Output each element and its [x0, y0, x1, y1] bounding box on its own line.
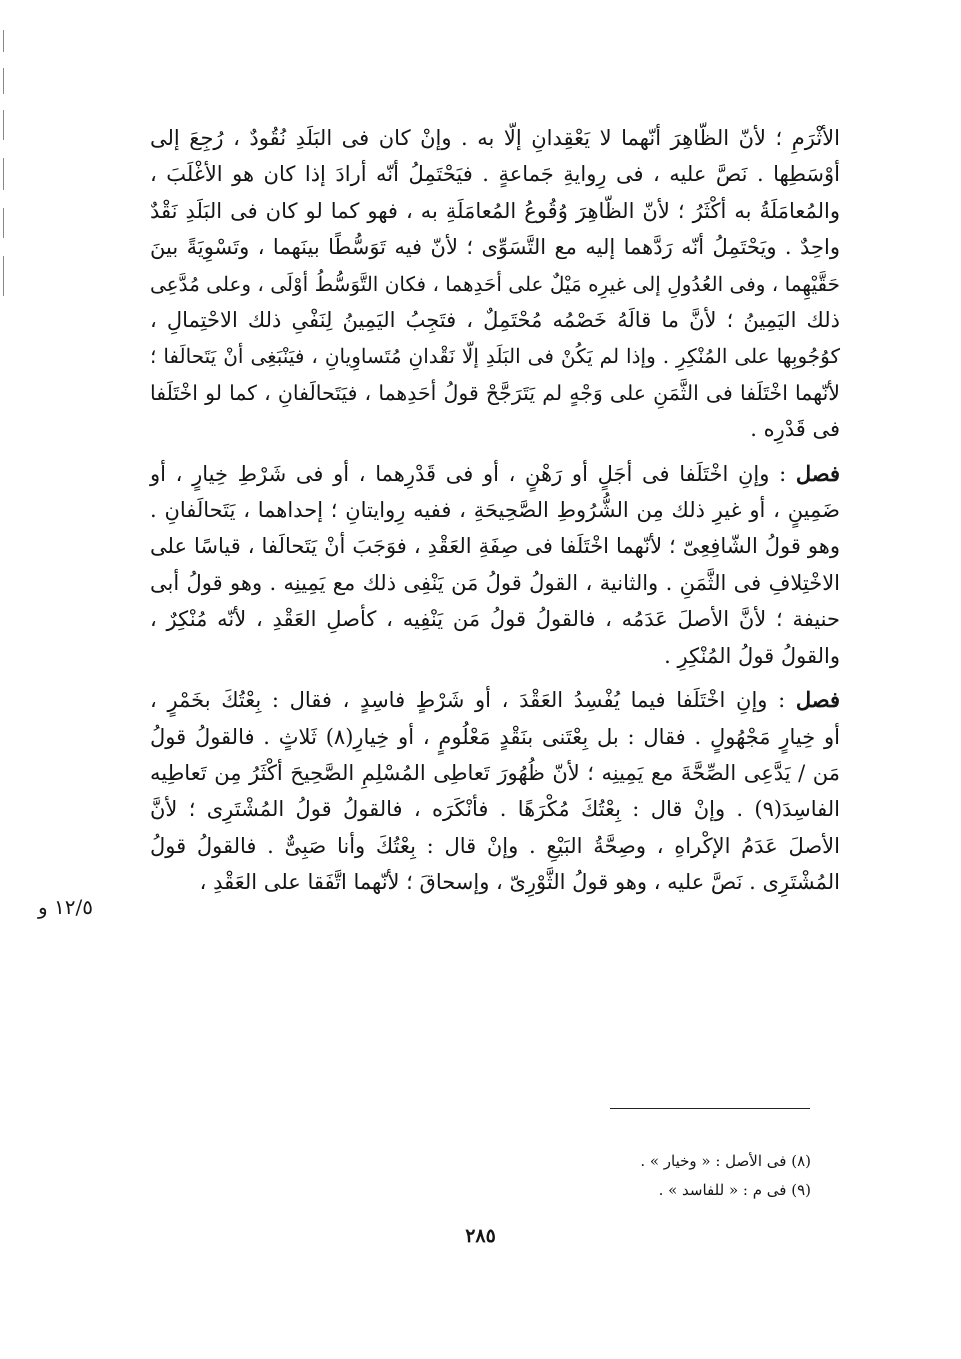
line-text: ضَمِينٍ ، أو غيرِ ذلك مِن الشُّرُوطِ الصَّحِيحَةِ ، ففيه رِوايتانِ ؛ إحداهما ، يَتَحالَفانِ . [150, 498, 840, 523]
line-text: حَقَّيْهِما ، وفى العُدُولِ إلى غيرِه مَيْلٌ على أحَدِهما ، فكان التَّوَسُّطُ أوْلَى ، وعلى مُدَّعِى [150, 271, 840, 296]
line-text: ذلك اليَمِينُ ؛ لأنَّ ما قالَهُ خَصْمُه مُحْتَمِلٌ ، فتَجِبُ اليَمِينُ لِنَفْىِ ذلك الاحْتِمالِ ، [150, 308, 840, 333]
text-line [150, 156, 840, 192]
text-line [150, 193, 840, 229]
line-text: الفاسِدَ(٩) . وإنْ قال : بِعْتُكَ مُكْرَهًا . فأنْكَرَه ، فالقولُ قولُ المُشْتَرِى ؛ لأنَّ [150, 797, 840, 822]
text-line [150, 528, 840, 564]
footnotes [640, 1147, 811, 1205]
text-line [150, 719, 840, 755]
text-line [150, 229, 840, 265]
line-text: المُشْتَرِى . نَصَّ عليه ، وهو قولُ الثَّوْرِىّ ، وإسحاقَ ؛ لأنّهما اتَّفَقا على العَقْدِ ، [199, 870, 840, 895]
line-text: فى قَدْرِه . [750, 417, 840, 442]
line-text: الأثْرَمِ ؛ لأنّ الظّاهِرَ أنّهما لا يَعْقِدانِ إلّا به . وإنْ كان فى البَلَدِ نُقُودٌ ، رُجِعَ إلى [150, 126, 840, 150]
section-heading: فصل [795, 460, 840, 486]
line-text: والمُعامَلَةُ به أكْثَرُ ؛ لأنّ الظّاهِرَ وُقُوعُ المُعامَلَةِ به ، فهو كما لو كان فى البَلَدِ نَقْدٌ [150, 198, 840, 223]
line-text: وهو قولُ الشّافِعِىّ ؛ لأنّهما اخْتَلَفا فى صِفَةِ العَقْدِ ، فوَجَبَ أنْ يَتَحالَفا ، قياسًا على [150, 534, 840, 559]
line-text: : وإنِ اخْتَلَفا فى أجَلٍ أو رَهْنٍ ، أو فى قَدْرِهما ، أو فى شَرْطِ خِيارٍ ، أو [150, 461, 787, 486]
section-heading: فصل [795, 687, 840, 713]
line-text: كوُجُوبِها على المُنْكِرِ . وإذا لم يَكُنْ فى البَلَدِ إلّا نَقْدانِ مُتَساوِيانِ ، فيَنْبَغِى أنْ يَتَحالَفا ؛ [150, 344, 840, 369]
line-text: أوْسَطِها . نَصَّ عليه ، فى رِوايةِ جَماعةٍ . فيَحْتَمِلُ أنّه أرادَ إذا كان هو الأغْلَبَ ، [150, 162, 840, 187]
text-line [150, 266, 840, 302]
text-line [150, 375, 840, 411]
text-line [150, 864, 840, 900]
text-line [150, 828, 840, 864]
footnote-9: (٩) فى م : « للفاسد » . [658, 1181, 811, 1199]
line-text: واحِدٌ . ويَحْتَمِلُ أنّه رَدَّهما إليه مع التَّسَوِّى ؛ لأنّ فيه تَوَسُّطًا بينَهما ، وتَسْوِيَةً بينَ [150, 235, 840, 260]
footnote-rule [610, 1108, 810, 1109]
line-text: : وإنِ اخْتَلَفا فيما يُفْسِدُ العَقْدَ ، أو شَرْطٍ فاسِدٍ ، فقال : بِعْتُكَ بخَمْرٍ ، [150, 688, 786, 713]
text-line [150, 302, 840, 338]
text-line [150, 338, 840, 374]
text-line [150, 120, 840, 156]
page-body [150, 120, 840, 901]
scan-edge-marks [3, 30, 5, 310]
text-line [150, 601, 840, 637]
text-line [150, 791, 840, 827]
page-number: ٢٨٥ [465, 1225, 496, 1247]
footnote-8: (٨) فى الأصل : « وخيار » . [640, 1152, 811, 1170]
line-text: والقولُ قولُ المُنْكِرِ . [664, 643, 840, 668]
text-line [150, 565, 840, 601]
text-line [150, 411, 840, 447]
text-line [150, 755, 840, 791]
line-text: الأصلَ عَدَمُ الإكْراهِ ، وصِحَّةُ البَيْعِ . وإنْ قال : بِعْتُكَ وأنا صَبِىٌّ . فالقولُ قولُ [150, 833, 840, 858]
text-line [150, 638, 840, 674]
line-text: مَن / يَدَّعِى الصِّحَّةَ مع يَمِينِه ؛ لأنّ ظُهُورَ تَعاطِى المُسْلِمِ الصَّحِيحَ أكْثَرُ مِن تَعاطِيه [150, 760, 840, 785]
line-text: لأنّهما اخْتَلَفا فى الثَّمَنِ على وَجْهٍ لم يَتَرَجَّحْ قولُ أحَدِهما ، فيَتَحالَفانِ ، كما لو اخْتَلَفا [150, 380, 840, 405]
paragraph [150, 456, 840, 674]
text-line [150, 456, 840, 492]
text-line [150, 492, 840, 528]
line-text: حنيفة ؛ لأنَّ الأصلَ عَدَمُه ، فالقولُ قولُ مَن يَنْفِيه ، كأصلِ العَقْدِ ، لأنّه مُنْكِرٌ ، [150, 607, 840, 632]
text-line [150, 682, 840, 718]
line-text: أو خِيارٍ مَجْهُولٍ . فقال : بل بِعْتَنى بنَقْدٍ مَعْلُومٍ ، أو خِيارِ(٨) ثَلاثٍ . فالقولُ قولُ [150, 724, 840, 749]
paragraph [150, 682, 840, 900]
margin-note: ١٢/٥ و [38, 895, 93, 919]
paragraph [150, 120, 840, 448]
line-text: الاخْتِلافِ فى الثَّمَنِ . والثانية ، القولُ قولُ مَن يَنْفِى ذلك مع يَمِينِه . وهو قولُ أبى [150, 570, 840, 595]
